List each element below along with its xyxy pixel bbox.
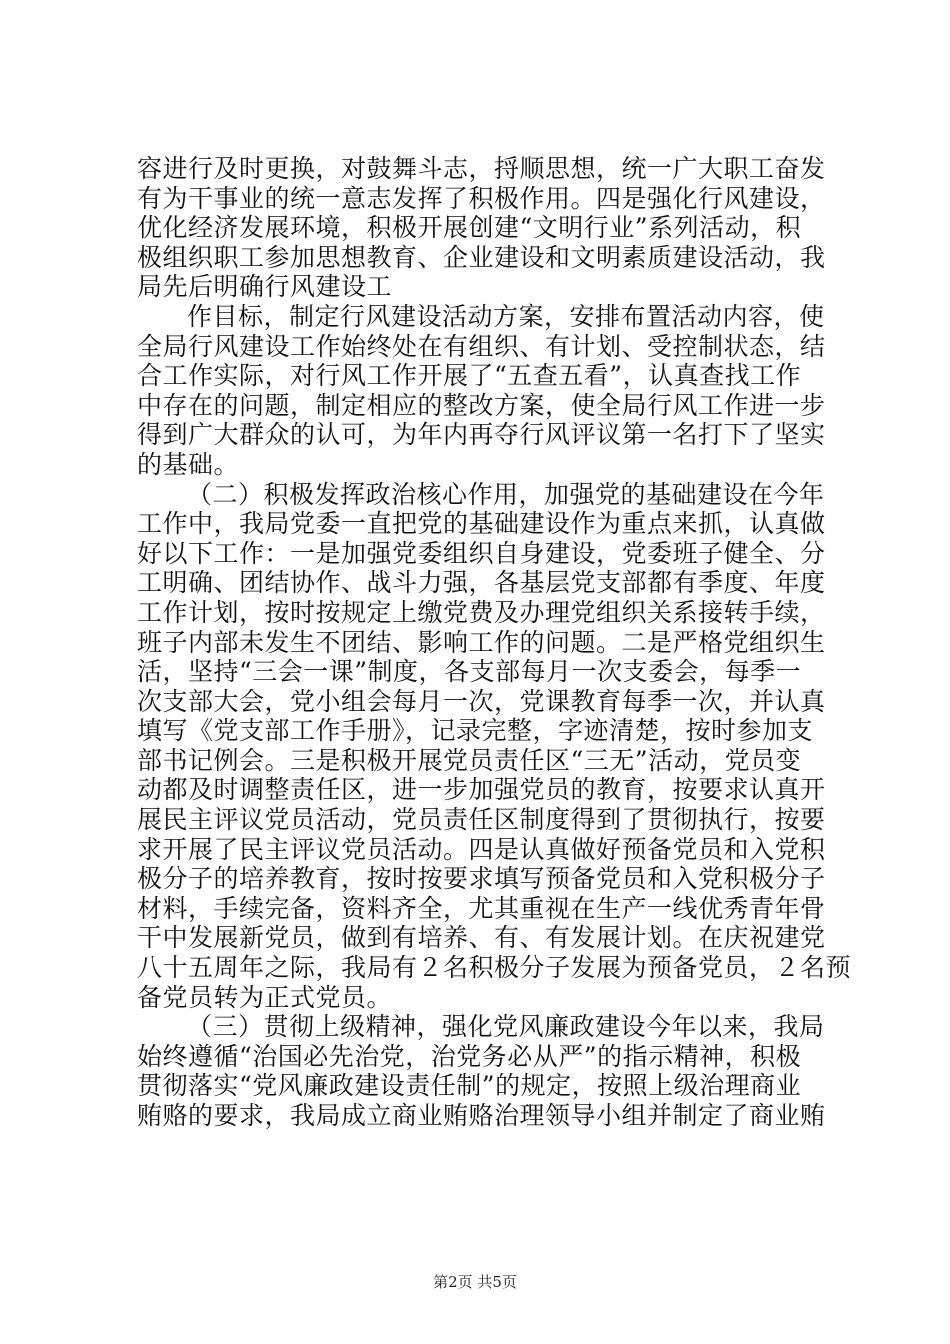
text-line: 容进行及时更换，对鼓舞斗志，捋顺思想，统一广大职工奋发 [137, 154, 826, 183]
document-body [137, 154, 852, 1131]
paragraph [137, 479, 852, 1013]
text-line: 活，坚持“三会一课”制度，各支部每月一次支委会，每季一 [137, 657, 802, 687]
text-line: 求开展了民主评议党员活动。四是认真做好预备党员和入党积 [137, 834, 826, 864]
text-line: 有为干事业的统一意志发挥了积极作用。四是强化行风建设， [137, 183, 826, 213]
paragraph [137, 302, 837, 480]
text-line: 备党员转为正式党员。 [137, 982, 393, 1012]
text-line: 极分子的培养教育，按时按要求填写预备党员和入党积极分子 [137, 864, 826, 894]
text-line: 作目标，制定行风建设活动方案，安排布置活动内容，使 [187, 301, 825, 331]
text-line: 次支部大会，党小组会每月一次，党课教育每季一次，并认真 [137, 686, 826, 716]
text-line: 得到广大群众的认可，为年内再夺行风评议第一名打下了坚实 [137, 420, 826, 450]
text-line: 合工作实际，对行风工作开展了“五查五看”，认真查找工作 [137, 361, 802, 391]
text-line: （二）积极发挥政治核心作用，加强党的基础建设在今年 [187, 479, 825, 509]
text-line: 贿赂的要求，我局成立商业贿赂治理领导小组并制定了商业贿 [137, 1101, 826, 1130]
text-line: 材料，手续完备，资料齐全，尤其重视在生产一线优秀青年骨 [137, 893, 826, 923]
page-number: 第2页 共5页 [433, 1273, 517, 1291]
text-line: （三）贯彻上级精神，强化党风廉政建设今年以来，我局 [187, 1012, 825, 1042]
text-line: 中存在的问题，制定相应的整改方案，使全局行风工作进一步 [137, 390, 826, 420]
text-line: 填写《党支部工作手册》，记录完整，字迹清楚，按时参加支 [137, 716, 814, 746]
text-line: 工作中，我局党委一直把党的基础建设作为重点来抓，认真做 [137, 509, 826, 539]
text-line: 工明确、团结协作、战斗力强，各基层党支部都有季度、年度 [137, 568, 826, 598]
text-line: 局先后明确行风建设工 [137, 272, 393, 302]
text-line: 全局行风建设工作始终处在有组织、有计划、受控制状态，结 [137, 331, 826, 361]
text-line: 动都及时调整责任区，进一步加强党员的教育，按要求认真开 [137, 775, 826, 805]
paragraph [137, 154, 837, 302]
text-line: 极组织职工参加思想教育、企业建设和文明素质建设活动，我 [137, 242, 826, 272]
text-line: 班子内部未发生不团结、影响工作的问题。二是严格党组织生 [137, 627, 826, 657]
text-line: 的基础。 [137, 449, 240, 479]
text-line: 八十五周年之际，我局有２名积极分子发展为预备党员，２名预 [137, 953, 852, 983]
text-line: 始终遵循“治国必先治党，治党务必从严”的指示精神，积极 [137, 1041, 802, 1071]
text-line: 工作计划，按时按规定上缴党费及办理党组织关系接转手续， [137, 597, 826, 627]
text-line: 展民主评议党员活动，党员责任区制度得到了贯彻执行，按要 [137, 805, 826, 835]
text-line: 部书记例会。三是积极开展党员责任区“三无”活动，党员变 [137, 745, 802, 775]
text-line: 贯彻落实“党风廉政建设责任制”的规定，按照上级治理商业 [137, 1071, 802, 1101]
text-line: 干中发展新党员，做到有培养、有、有发展计划。在庆祝建党 [137, 923, 826, 953]
text-line: 好以下工作：一是加强党委组织自身建设，党委班子健全、分 [137, 538, 826, 568]
page-footer [0, 1271, 950, 1292]
text-line: 优化经济发展环境，积极开展创建“文明行业”系列活动，积 [137, 213, 802, 243]
paragraph [137, 1012, 837, 1130]
